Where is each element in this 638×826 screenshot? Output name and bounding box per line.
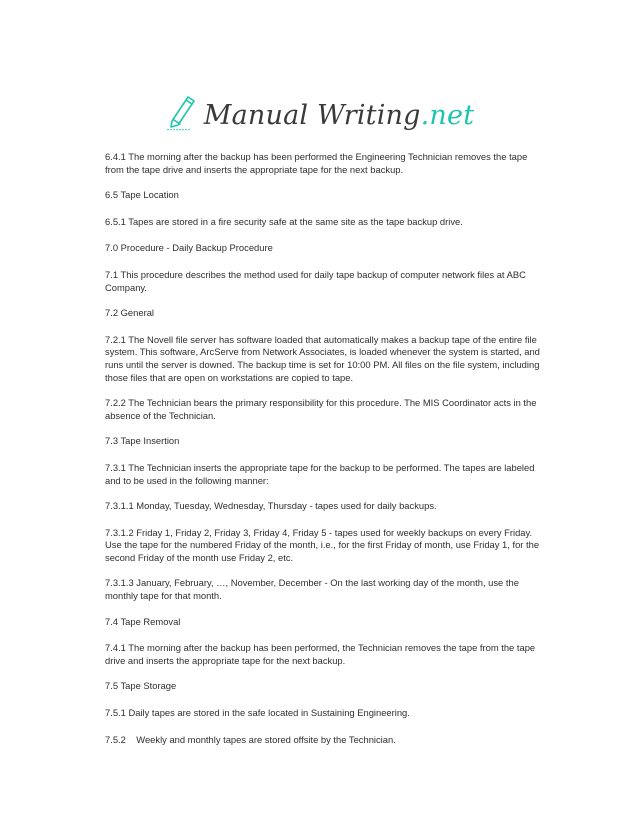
- heading-7-4: 7.4 Tape Removal: [105, 615, 181, 627]
- heading-7-5: 7.5 Tape Storage: [105, 680, 177, 692]
- paragraph-7-2-1: 7.2.1 The Novell file server has software loaded that automatically makes a backup tape of the entire file system. This software, ArcServe from Network Associates, is loaded whenever the system is started, and runs until the server is downed. The backup time is set for 10:00 PM. All files on the file system, including those files that are open on workstations are copied to tape.: [105, 333, 540, 383]
- paragraph-6-4-1: 6.4.1 The morning after the backup has been performed the Engineering Technician removes the tape from the tape drive and inserts the appropriate tape for the next backup.: [105, 151, 528, 175]
- heading-6-5: 6.5 Tape Location: [105, 189, 179, 201]
- pencil-icon: [164, 91, 198, 131]
- paragraph-7-3-1-2: 7.3.1.2 Friday 1, Friday 2, Friday 3, Friday 4, Friday 5 - tapes used for weekly backups on every Friday. Use the tape for the numbered Friday of the month, i.e., for the first Friday of month, use Friday 1, for the second Friday of the month use Friday 2, etc.: [105, 526, 540, 563]
- site-logo: [0, 92, 638, 138]
- paragraph-7-1: 7.1 This procedure describes the method used for daily tape backup of computer network files at ABC Company.: [105, 268, 526, 293]
- paragraph-6-5-1: 6.5.1 Tapes are stored in a fire security safe at the same site as the tape backup drive.: [105, 215, 463, 227]
- paragraph-7-2-2: 7.2.2 The Technician bears the primary responsibility for this procedure. The MIS Coordinator acts in the absence of the Technician.: [105, 397, 537, 421]
- document-body: [105, 151, 540, 760]
- heading-7-3: 7.3 Tape Insertion: [105, 435, 180, 447]
- paragraph-7-5-1: 7.5.1 Daily tapes are stored in the safe located in Sustaining Engineering.: [105, 707, 410, 719]
- heading-7-0: 7.0 Procedure - Daily Backup Procedure: [105, 242, 273, 254]
- logo-text: [204, 100, 475, 131]
- heading-7-2: 7.2 General: [105, 307, 154, 319]
- paragraph-7-3-1: 7.3.1 The Technician inserts the appropriate tape for the backup to be performed. The tapes are labeled and to be used in the following manner:: [105, 461, 535, 486]
- logo-suffix: .net: [420, 99, 475, 131]
- paragraph-7-3-1-1: 7.3.1.1 Monday, Tuesday, Wednesday, Thursday - tapes used for daily backups.: [105, 500, 437, 512]
- paragraph-7-4-1: 7.4.1 The morning after the backup has been performed, the Technician removes the tape from the tape drive and inserts the appropriate tape for the next backup.: [105, 642, 536, 666]
- paragraph-7-5-2: 7.5.2 Weekly and monthly tapes are stored offsite by the Technician.: [105, 733, 396, 745]
- paragraph-7-3-1-3: 7.3.1.3 January, February, …, November, December - On the last working day of the month, use the monthly tape for that month.: [105, 577, 519, 602]
- logo-main: Manual Writing: [203, 99, 421, 131]
